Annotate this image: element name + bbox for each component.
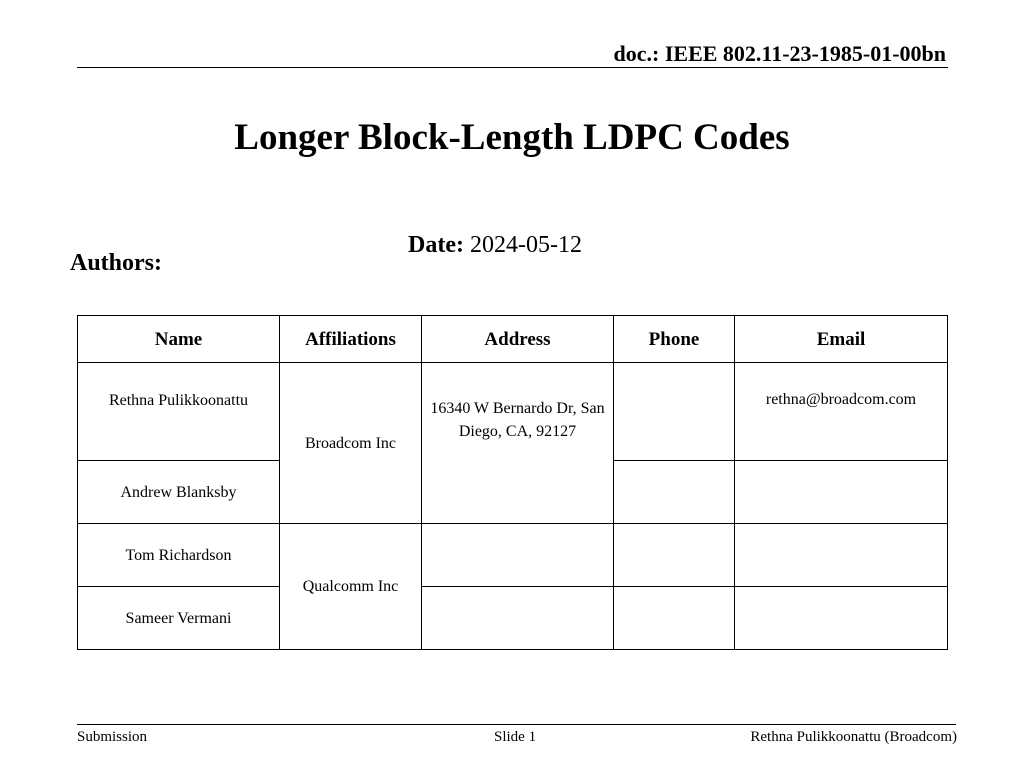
table-header-row — [78, 316, 948, 363]
footer-submission: Submission — [77, 729, 148, 745]
column-header-address: Address — [422, 316, 614, 363]
column-header-name: Name — [78, 316, 280, 363]
authors-table — [77, 315, 948, 650]
author-name: Andrew Blanksby — [78, 461, 280, 524]
author-address — [422, 524, 614, 587]
author-email: rethna@broadcom.com — [735, 363, 948, 461]
table-row — [78, 363, 948, 461]
author-phone — [614, 363, 735, 461]
column-header-affiliations: Affiliations — [280, 316, 422, 363]
column-header-phone: Phone — [614, 316, 735, 363]
authors-label: Authors: — [70, 250, 163, 276]
footer-divider — [77, 724, 956, 725]
column-header-email: Email — [735, 316, 948, 363]
author-phone — [614, 524, 735, 587]
table-row — [78, 524, 948, 587]
author-address: 16340 W Bernardo Dr, San Diego, CA, 92127 — [422, 363, 614, 524]
author-address — [422, 587, 614, 650]
author-affiliation: Broadcom Inc — [280, 363, 422, 524]
slide-title: Longer Block-Length LDPC Codes — [234, 117, 790, 158]
header-divider — [77, 67, 948, 68]
document-id: doc.: IEEE 802.11-23-1985-01-00bn — [613, 41, 946, 66]
author-name: Sameer Vermani — [78, 587, 280, 650]
author-phone — [614, 461, 735, 524]
date-line — [408, 229, 582, 261]
table-row — [78, 587, 948, 650]
footer-author: Rethna Pulikkoonattu (Broadcom) — [750, 729, 957, 745]
author-email — [735, 461, 948, 524]
author-name: Tom Richardson — [78, 524, 280, 587]
author-affiliation: Qualcomm Inc — [280, 524, 422, 650]
author-phone — [614, 587, 735, 650]
footer-slide-number: Slide 1 — [494, 729, 537, 745]
author-name: Rethna Pulikkoonattu — [78, 363, 280, 461]
author-email — [735, 587, 948, 650]
date-label: Date: — [408, 232, 464, 258]
author-email — [735, 524, 948, 587]
date-value: 2024-05-12 — [469, 232, 582, 258]
